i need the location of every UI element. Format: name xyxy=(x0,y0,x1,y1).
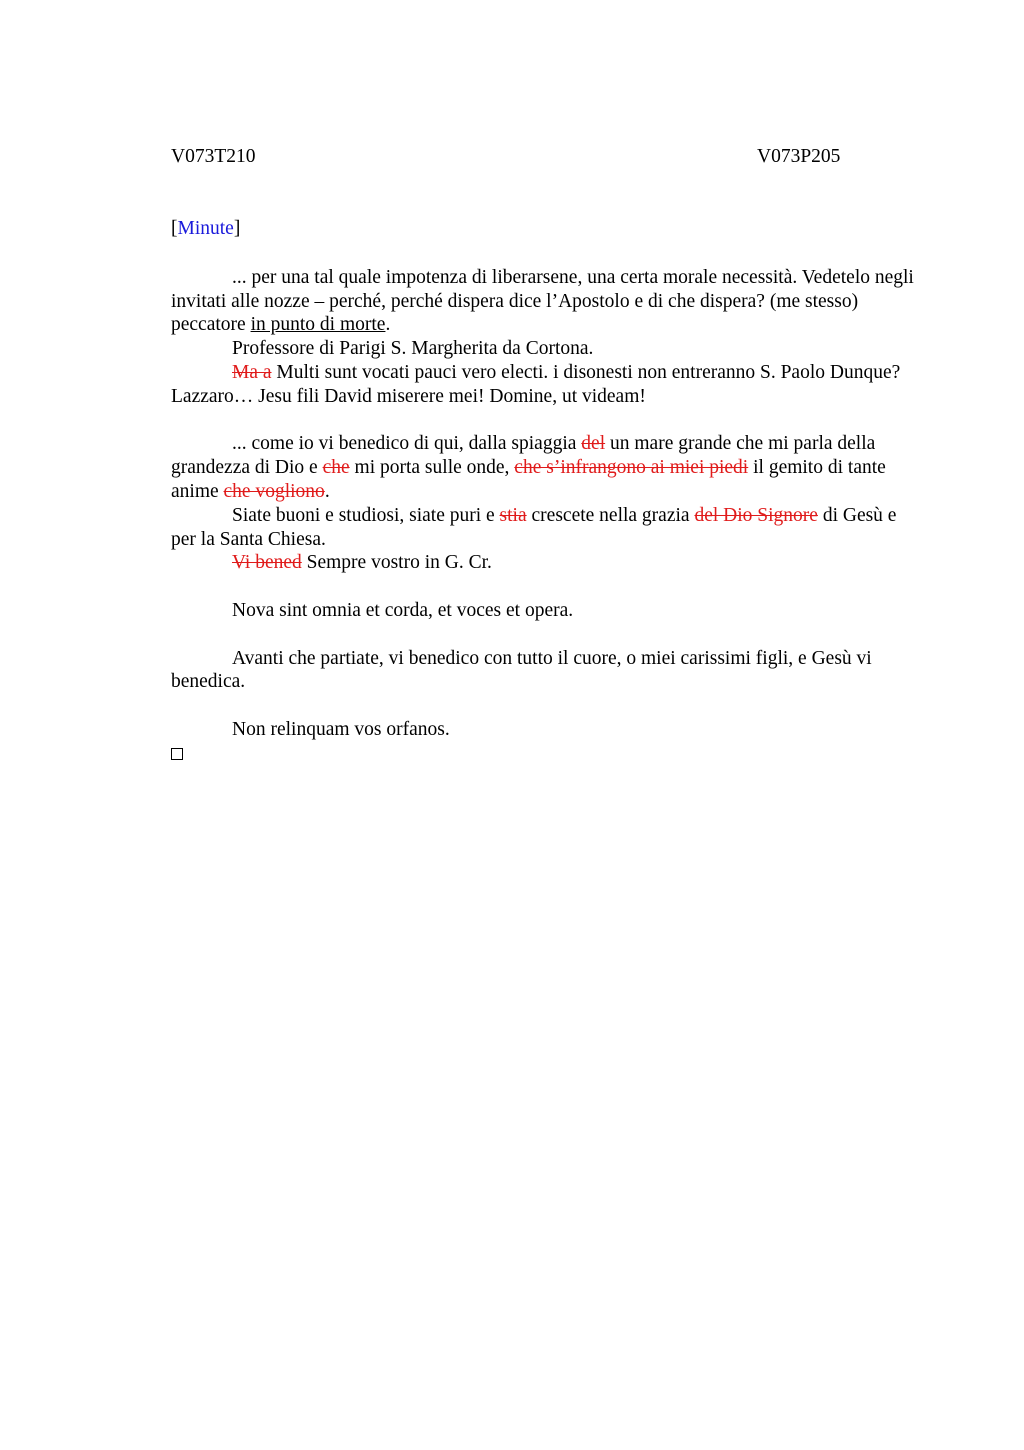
deleted-text: che vogliono xyxy=(223,480,325,502)
paragraph xyxy=(171,551,924,575)
paragraph xyxy=(171,718,924,742)
deleted-text: Ma a xyxy=(232,361,272,383)
paragraph xyxy=(171,599,924,623)
text-run: Avanti che partiate, vi benedico con tutto il cuore, o miei carissimi figli, e Gesù vi benedica. xyxy=(171,647,872,693)
paragraph xyxy=(171,432,924,503)
text-run: mi porta sulle onde, xyxy=(349,457,515,479)
document-page xyxy=(171,144,924,767)
document-code-left: V073T210 xyxy=(171,146,256,167)
text-run: un mare grande che mi parla della grandezza di Dio e xyxy=(171,433,876,479)
text-run: ... per una tal quale impotenza di liberarsene, una certa morale necessità. Vedetelo negli invitati alle nozze – perché, perché dispera dice l’Apostolo e di che dispera? (me stesso) peccatore xyxy=(171,266,914,336)
deleted-text: che s’infrangono ai miei piedi xyxy=(514,457,749,479)
text-block-1 xyxy=(171,266,924,409)
text-run: Sempre vostro in G. Cr. xyxy=(301,552,492,574)
paragraph xyxy=(171,266,924,337)
section-close-bracket: ] xyxy=(233,218,241,239)
end-marker xyxy=(171,742,924,767)
deleted-text: del xyxy=(581,433,606,455)
section-open-bracket: [ xyxy=(171,218,178,239)
text-run: Nova sint omnia et corda, et voces et opera. xyxy=(232,599,574,621)
text-run: Siate buoni e studiosi, siate puri e xyxy=(232,504,500,526)
document-code-right: V073P205 xyxy=(757,146,841,167)
underlined-text: in punto di morte xyxy=(250,314,386,336)
text-block-4 xyxy=(171,647,924,695)
section-label xyxy=(171,216,924,242)
deleted-text: Vi bened xyxy=(232,552,302,574)
text-run: Professore di Parigi S. Margherita da Cortona. xyxy=(232,338,594,360)
paragraph xyxy=(171,504,924,552)
deleted-text: che xyxy=(322,457,350,479)
paragraph xyxy=(171,647,924,695)
page-header xyxy=(171,144,924,170)
deleted-text: del Dio Signore xyxy=(694,504,818,526)
text-block-3 xyxy=(171,599,924,623)
deleted-text: stia xyxy=(499,504,527,526)
text-run: Non relinquam vos orfanos. xyxy=(232,718,450,740)
empty-box-icon xyxy=(171,748,183,760)
text-run: crescete nella grazia xyxy=(526,504,695,526)
paragraph xyxy=(171,337,924,361)
text-run: di Gesù e per la Santa Chiesa. xyxy=(171,504,897,550)
text-run: . xyxy=(324,480,330,502)
text-run: ... come io vi benedico di qui, dalla spiaggia xyxy=(232,433,582,455)
section-label-text: Minute xyxy=(177,218,234,239)
text-block-5 xyxy=(171,718,924,767)
text-run: . xyxy=(385,314,391,336)
paragraph xyxy=(171,361,924,409)
text-block-2 xyxy=(171,432,924,575)
text-run: Multi sunt vocati pauci vero electi. i disonesti non entreranno S. Paolo Dunque? Lazzaro… Jesu fili David miserere mei! Domine, ut videam! xyxy=(171,361,901,407)
text-run: il gemito di tante anime xyxy=(171,457,886,502)
